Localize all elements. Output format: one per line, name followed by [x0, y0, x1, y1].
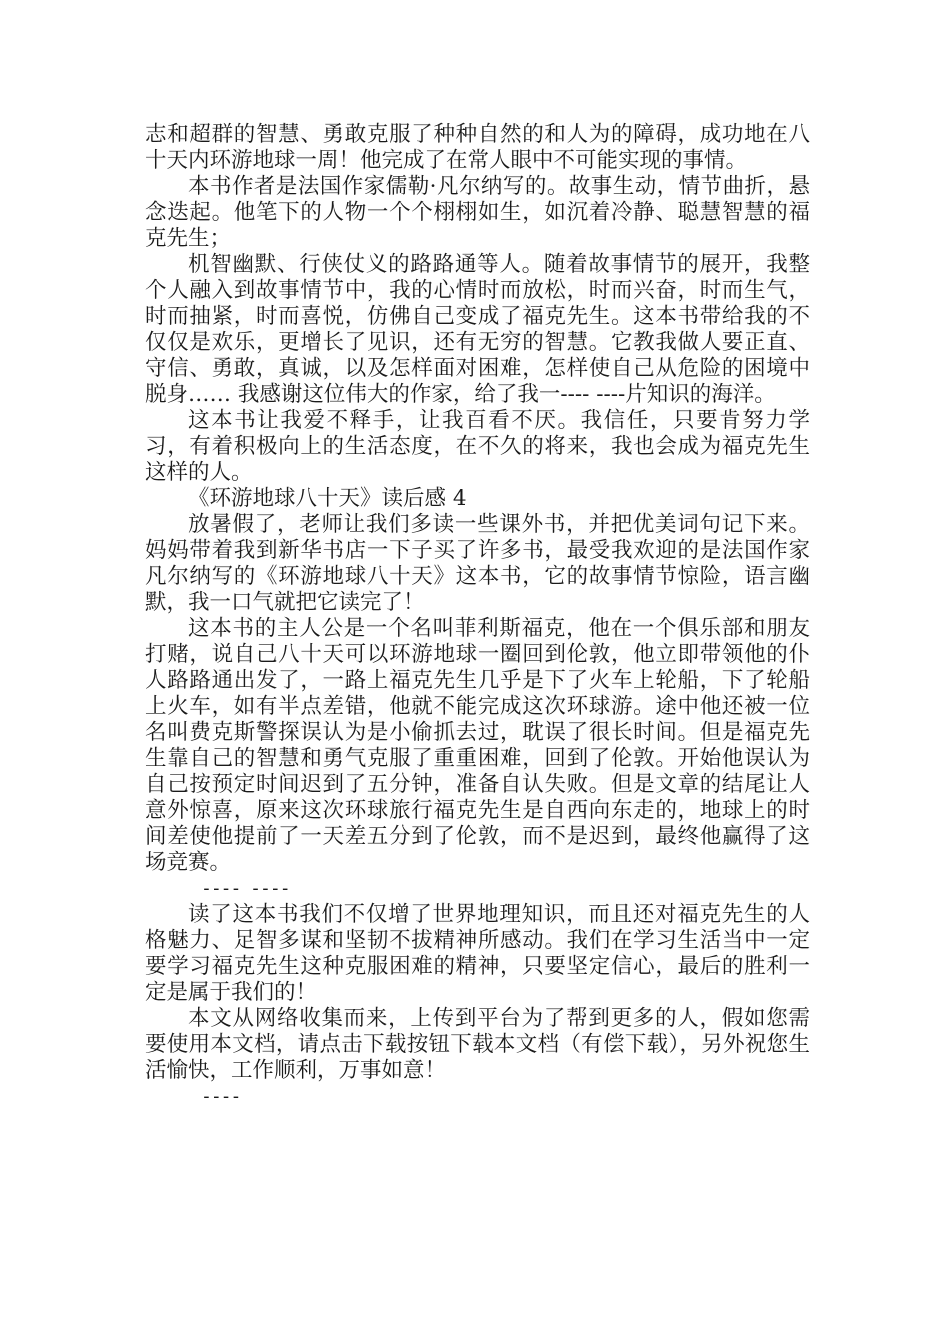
- paragraph-reflection: 读了这本书我们不仅增了世界地理知识，而且还对福克先生的人格魅力、足智多谋和坚韧不拔精神所感动。我们在学习生活当中一定要学习福克先生这种克服困难的精神，只要坚定信心，最后的胜利一定是属于我们的！: [145, 902, 810, 1005]
- paragraph-plot: 这本书的主人公是一个名叫菲利斯福克，他在一个俱乐部和朋友打赌，说自己八十天可以环游地球一圈回到伦敦，他立即带领他的仆人路路通出发了，一路上福克先生几乎是下了火车上轮船，下了轮船上火车，如有半点差错，他就不能完成这次环球游。途中他还被一位名叫费克斯警探误认为是小偷抓去过，耽误了很长时间。但是福克先生靠自己的智慧和勇气克服了重重困难，回到了伦敦。开始他误认为自己按预定时间迟到了五分钟，准备自认失败。但是文章的结尾让人意外惊喜，原来这次环球旅行福克先生是自西向东走的，地球上的时间差使他提前了一天差五分到了伦敦，而不是迟到，最终他赢得了这场竞赛。: [145, 616, 810, 875]
- document-page: [145, 122, 810, 1110]
- section-heading: 《环游地球八十天》读后感 4: [188, 486, 467, 511]
- paragraph-continuation: 志和超群的智慧、勇敢克服了种种自然的和人为的障碍，成功地在八十天内环游地球一周！他完成了在常人眼中不可能实现的事情。: [145, 122, 810, 173]
- paragraph-conclusion: 这本书让我爱不释手，让我百看不厌。我信任，只要肯努力学习，有着积极向上的生活态度，在不久的将来，我也会成为福克先生这样的人。: [145, 408, 810, 485]
- separator-line: ---- ----: [201, 878, 290, 899]
- separator-line-end: ----: [201, 1086, 241, 1107]
- paragraph-author: 本书作者是法国作家儒勒·凡尔纳写的。故事生动，情节曲折，悬念迭起。他笔下的人物一个个栩栩如生，如沉着冷静、聪慧智慧的福克先生；: [145, 174, 810, 251]
- paragraph-characters: 机智幽默、行侠仗义的路路通等人。随着故事情节的展开，我整个人融入到故事情节中，我的心情时而放松，时而兴奋，时而生气，时而抽紧，时而喜悦，仿佛自己变成了福克先生。这本书带给我的不仅仅是欢乐，更增长了见识，还有无穷的智慧。它教我做人要正直、守信、勇敢，真诚，以及怎样面对困难，怎样使自己从危险的困境中脱身…… 我感谢这位伟大的作家，给了我一---- ----片知识的海洋。: [145, 252, 810, 407]
- paragraph-download-note: 本文从网络收集而来，上传到平台为了帮到更多的人，假如您需要使用本文档，请点击下载按钮下载本文档（有偿下载），另外祝您生活愉快，工作顺利，万事如意！: [145, 1006, 810, 1083]
- paragraph-summer: 放暑假了，老师让我们多读一些课外书，并把优美词句记下来。妈妈带着我到新华书店一下子买了许多书，最受我欢迎的是法国作家凡尔纳写的《环游地球八十天》这本书，它的故事情节惊险，语言幽默，我一口气就把它读完了！: [145, 512, 810, 615]
